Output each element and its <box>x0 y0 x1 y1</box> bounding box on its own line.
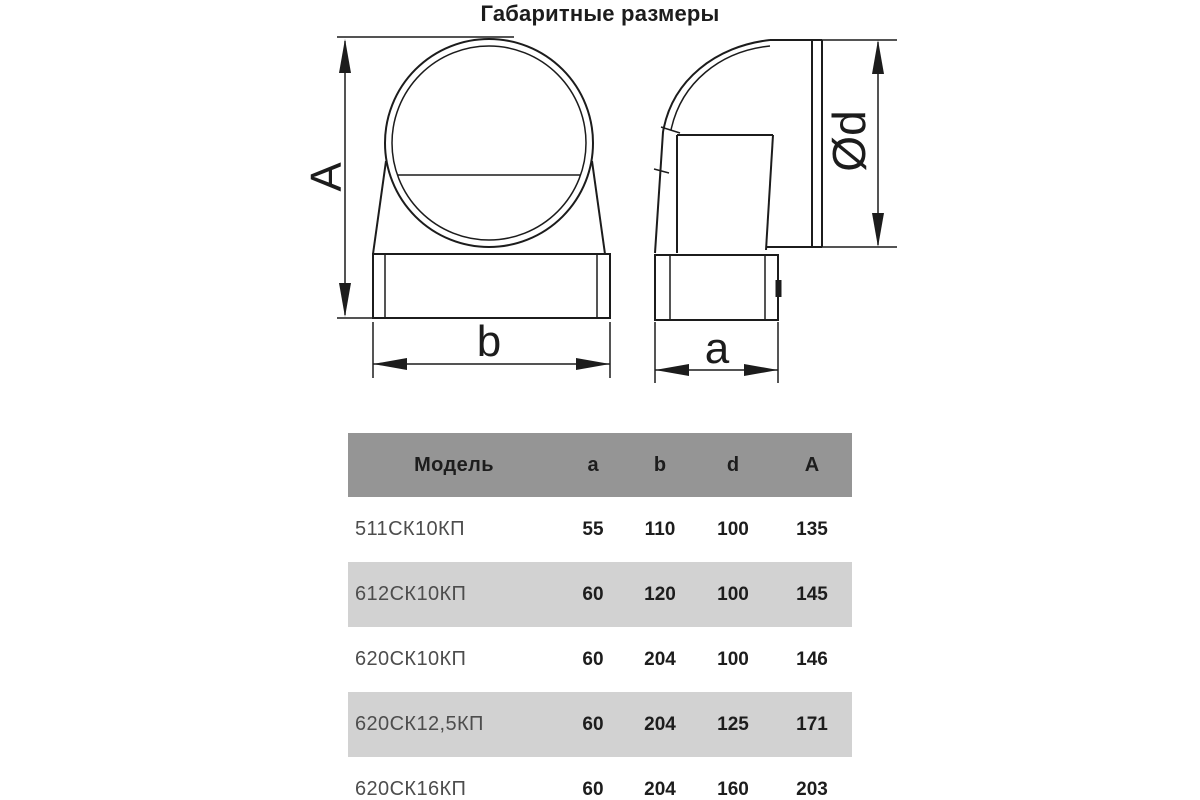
cell-d: 160 <box>717 778 749 800</box>
cell-A: 171 <box>796 713 828 735</box>
cell-b: 204 <box>644 713 676 735</box>
table-row <box>348 562 852 627</box>
cell-b: 120 <box>644 583 676 605</box>
header-b: b <box>653 453 667 476</box>
cell-d: 125 <box>717 713 749 735</box>
arrow-right <box>576 358 610 370</box>
side-view <box>654 40 897 383</box>
cell-model: 612СК10КП <box>355 583 467 605</box>
outer-circle <box>385 39 593 247</box>
cell-a: 60 <box>582 648 604 670</box>
cell-a: 60 <box>582 778 604 800</box>
cell-model: 620СК12,5КП <box>355 713 484 735</box>
cell-b: 204 <box>644 778 676 800</box>
taper-right <box>592 161 605 254</box>
arrow-up <box>872 40 884 74</box>
duct-rect-right <box>766 135 773 250</box>
arrow-left <box>655 364 689 376</box>
arrow-right <box>744 364 778 376</box>
cell-model: 620СК16КП <box>355 778 467 800</box>
cell-A: 145 <box>796 583 828 605</box>
cell-a: 60 <box>582 583 604 605</box>
cell-model: 620СК10КП <box>355 648 467 670</box>
cell-a: 55 <box>582 518 604 540</box>
cell-b: 204 <box>644 648 676 670</box>
elbow-outer-curve <box>655 40 770 253</box>
table-row <box>348 627 852 692</box>
taper-left <box>373 161 386 254</box>
dim-label-b: b <box>476 317 502 366</box>
cell-A: 203 <box>796 778 828 800</box>
cell-A: 135 <box>796 518 828 540</box>
arrow-left <box>373 358 407 370</box>
elbow-inner-curve <box>671 46 770 130</box>
arrow-down <box>339 283 351 317</box>
table-header-row <box>348 433 852 497</box>
cell-A: 146 <box>796 648 828 670</box>
socket-rect <box>655 255 778 320</box>
cell-model: 511СК10КП <box>355 518 465 540</box>
cell-d: 100 <box>717 583 749 605</box>
cell-b: 110 <box>644 518 676 540</box>
dimensions-table <box>348 433 852 800</box>
cell-d: 100 <box>717 518 749 540</box>
socket-clip <box>776 280 782 297</box>
base-rect <box>373 254 610 318</box>
cell-d: 100 <box>717 648 749 670</box>
dim-label-a: a <box>704 324 730 373</box>
arrow-down <box>872 213 884 247</box>
cell-a: 60 <box>582 713 604 735</box>
header-a: a <box>587 453 599 476</box>
arrow-up <box>339 39 351 73</box>
header-A: A <box>804 453 820 476</box>
table-row <box>348 757 852 800</box>
dim-label-diameter: Ød <box>823 110 875 172</box>
dim-label-A: A <box>302 162 351 192</box>
table-row <box>348 497 852 562</box>
table-row <box>348 692 852 757</box>
front-view <box>337 37 610 378</box>
page-title: Габаритные размеры <box>480 1 720 26</box>
inner-circle <box>392 46 586 240</box>
header-model: Модель <box>414 453 494 476</box>
header-d: d <box>726 453 740 476</box>
